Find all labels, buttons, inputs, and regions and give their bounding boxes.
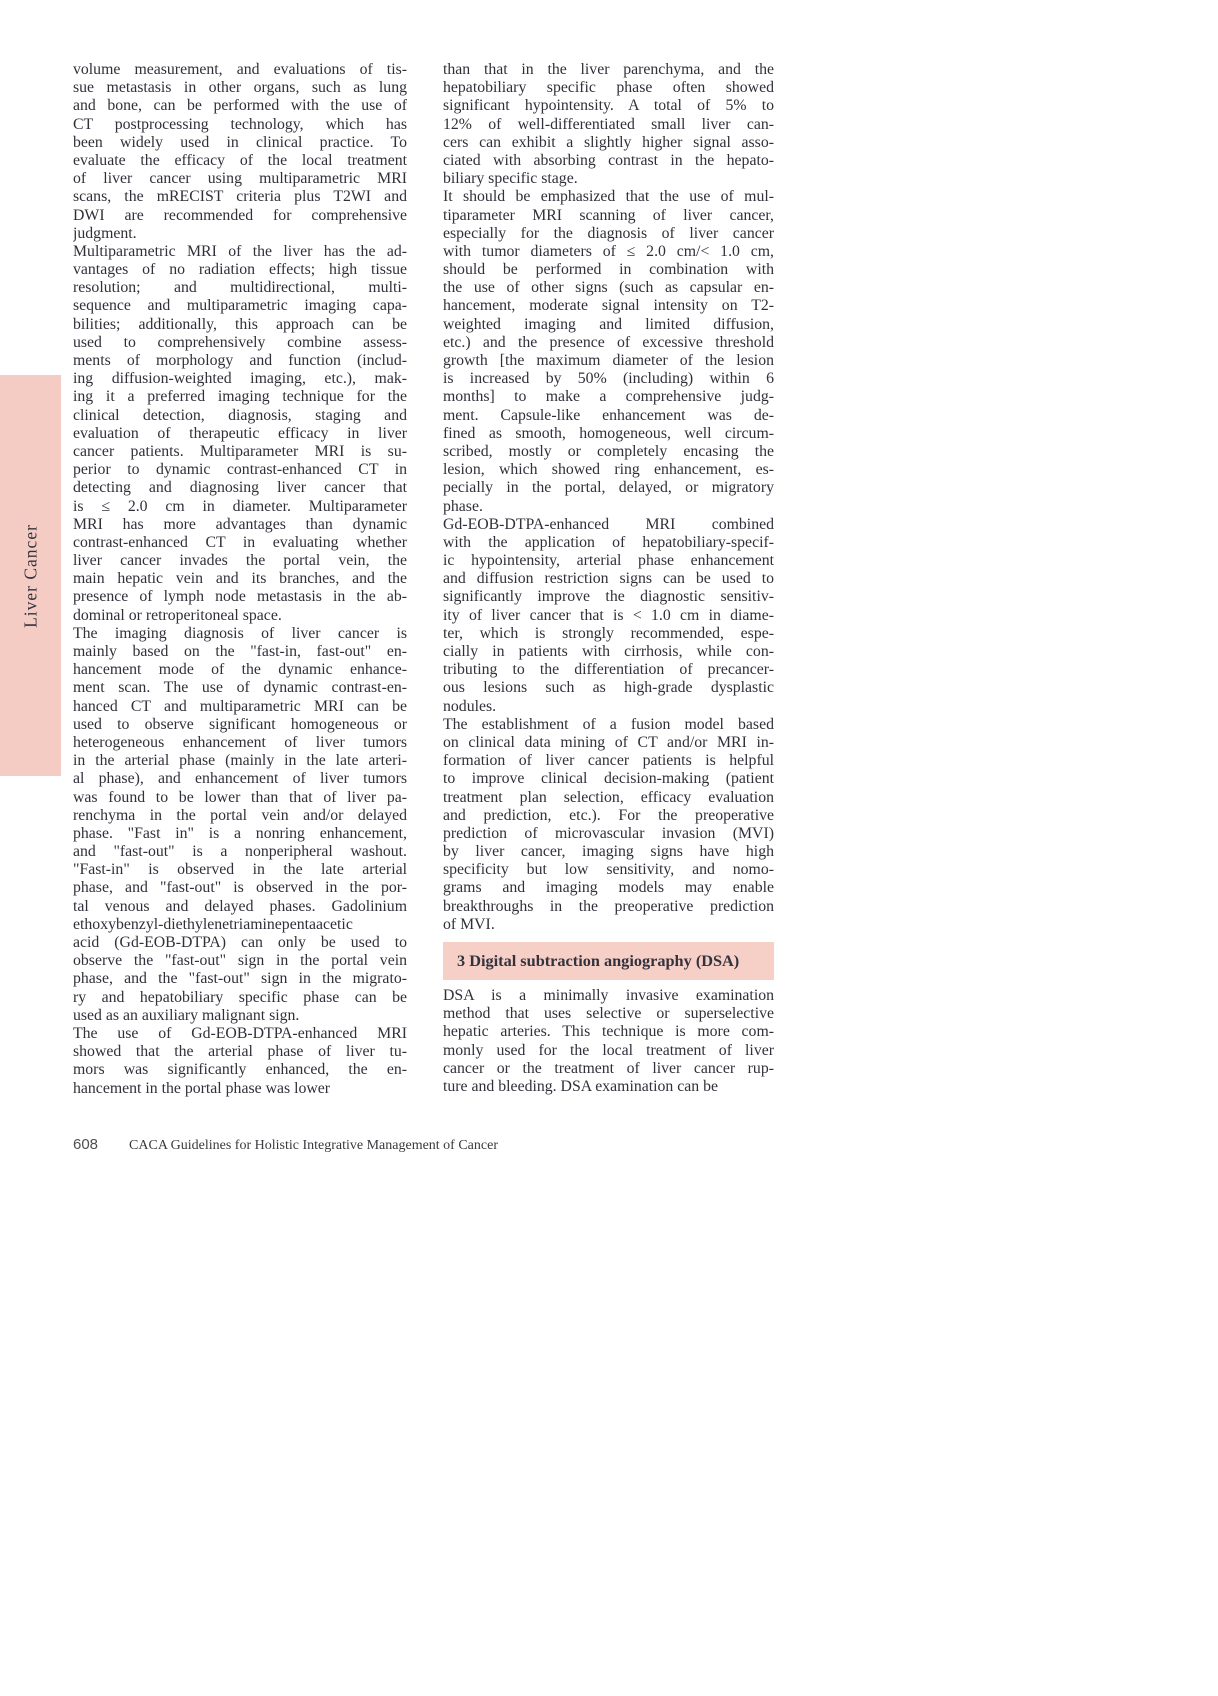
text-line: nodules. xyxy=(443,697,497,715)
text-line: hepatobiliary specific phase often showed xyxy=(443,79,774,97)
text-line: and bone, can be performed with the use of xyxy=(73,97,407,115)
text-line: renchyma in the portal vein and/or delayed xyxy=(73,806,407,824)
text-line: breakthroughs in the preoperative prediction xyxy=(443,897,774,915)
text-line: and "fast-out" is a nonperipheral washout. xyxy=(73,843,407,861)
text-line: vantages of no radiation effects; high tissue xyxy=(73,261,407,279)
text-line: hancement in the portal phase was lower xyxy=(73,1079,331,1097)
text-line: weighted imaging and limited diffusion, xyxy=(443,315,774,333)
text-line: should be performed in combination with xyxy=(443,261,774,279)
text-line: ciated with absorbing contrast in the hepato- xyxy=(443,151,774,169)
text-line: al phase), and enhancement of liver tumors xyxy=(73,770,407,788)
page-number: 608 xyxy=(73,1136,99,1153)
text-line: been widely used in clinical practice. To xyxy=(73,133,407,151)
paragraph xyxy=(443,987,774,1096)
text-line: pecially in the portal, delayed, or migratory xyxy=(443,479,774,497)
text-line: than that in the liver parenchyma, and the xyxy=(443,61,774,78)
text-line: Gd-EOB-DTPA-enhanced MRI combined xyxy=(443,515,774,533)
text-line: heterogeneous enhancement of liver tumors xyxy=(73,733,407,751)
section-heading: 3 Digital subtraction angiography (DSA) xyxy=(443,942,774,980)
text-line: hepatic arteries. This technique is more com- xyxy=(443,1023,774,1041)
text-line: fined as smooth, homogeneous, well circum- xyxy=(443,424,774,442)
text-line: scribed, mostly or completely encasing the xyxy=(443,442,774,460)
text-line: presence of lymph node metastasis in the ab- xyxy=(73,588,407,606)
text-line: of MVI. xyxy=(443,915,495,933)
text-line: ing diffusion-weighted imaging, etc.), mak- xyxy=(73,370,407,388)
text-line: CT postprocessing technology, which has xyxy=(73,115,407,133)
text-line: the use of other signs (such as capsular en- xyxy=(443,279,774,297)
text-line: tributing to the differentiation of precancer- xyxy=(443,661,774,679)
text-line: tiparameter MRI scanning of liver cancer, xyxy=(443,206,774,224)
text-line: dominal or retroperitoneal space. xyxy=(73,606,282,624)
text-line: mainly based on the "fast-in, fast-out" en- xyxy=(73,643,407,660)
text-line: phase. xyxy=(443,497,483,515)
text-line: ry and hepatobiliary specific phase can be xyxy=(73,988,407,1006)
paragraph xyxy=(73,61,407,243)
text-line: specificity but low sensitivity, and nomo- xyxy=(443,861,774,879)
text-line: phase, and the "fast-out" sign in the migrato- xyxy=(73,970,407,988)
text-line: volume measurement, and evaluations of tis- xyxy=(73,61,407,78)
text-line: The imaging diagnosis of liver cancer is xyxy=(73,624,407,642)
page-footer xyxy=(73,1136,498,1154)
paragraph xyxy=(73,1025,407,1098)
text-line: used as an auxiliary malignant sign. xyxy=(73,1006,300,1024)
text-line: The establishment of a fusion model based xyxy=(443,715,774,733)
paragraph xyxy=(73,243,407,625)
text-line: ture and bleeding. DSA examination can be xyxy=(443,1077,719,1095)
paragraph xyxy=(443,61,774,188)
text-line: ter, which is strongly recommended, espe- xyxy=(443,624,774,642)
text-line: contrast-enhanced CT in evaluating whether xyxy=(73,533,407,551)
text-line: ic hypointensity, arterial phase enhancement xyxy=(443,552,774,570)
text-line: grams and imaging models may enable xyxy=(443,879,774,897)
text-line: bilities; additionally, this approach can be xyxy=(73,315,407,333)
text-line: The use of Gd-EOB-DTPA-enhanced MRI xyxy=(73,1024,407,1042)
text-line: phase. "Fast in" is a nonring enhancement, xyxy=(73,824,407,842)
text-line: biliary specific stage. xyxy=(443,170,578,188)
text-line: is increased by 50% (including) within 6 xyxy=(443,370,774,388)
text-line: Multiparametric MRI of the liver has the ad- xyxy=(73,242,407,260)
text-line: was found to be lower than that of liver pa- xyxy=(73,788,407,806)
text-line: mors was significantly enhanced, the en- xyxy=(73,1061,407,1079)
text-line: resolution; and multidirectional, multi- xyxy=(73,279,407,297)
text-line: lesion, which showed ring enhancement, es- xyxy=(443,461,774,479)
text-line: cancer patients. Multiparameter MRI is su- xyxy=(73,442,407,460)
text-line: judgment. xyxy=(73,224,137,242)
text-line: months] to make a comprehensive judg- xyxy=(443,388,774,406)
chapter-tab-label: Liver Cancer xyxy=(20,523,40,628)
left-column xyxy=(73,61,407,1098)
text-line: ous lesions such as high-grade dysplastic xyxy=(443,679,774,697)
right-column xyxy=(443,61,774,1096)
text-line: and prediction, etc.). For the preoperative xyxy=(443,806,774,824)
text-line: with tumor diameters of ≤ 2.0 cm/< 1.0 cm, xyxy=(443,242,774,260)
text-line: tal venous and delayed phases. Gadolinium xyxy=(73,897,407,915)
text-line: detecting and diagnosing liver cancer that xyxy=(73,479,407,497)
text-line: monly used for the local treatment of liver xyxy=(443,1041,774,1059)
text-line: clinical detection, diagnosis, staging and xyxy=(73,406,407,424)
text-line: scans, the mRECIST criteria plus T2WI and xyxy=(73,188,407,206)
text-line: hanced CT and multiparametric MRI can be xyxy=(73,697,407,715)
text-line: cially in patients with cirrhosis, while con- xyxy=(443,643,774,660)
text-line: main hepatic vein and its branches, and the xyxy=(73,570,407,588)
text-line: significant hypointensity. A total of 5% to xyxy=(443,97,774,115)
text-line: sequence and multiparametric imaging capa- xyxy=(73,297,407,315)
text-line: evaluation of therapeutic efficacy in liver xyxy=(73,424,407,442)
paragraph xyxy=(443,716,774,934)
text-line: by liver cancer, imaging signs have high xyxy=(443,843,774,861)
text-line: in the arterial phase (mainly in the late arteri- xyxy=(73,752,407,770)
text-line: observe the "fast-out" sign in the portal vein xyxy=(73,952,407,970)
text-line: perior to dynamic contrast-enhanced CT in xyxy=(73,461,407,479)
text-line: DWI are recommended for comprehensive xyxy=(73,206,407,224)
text-line: formation of liver cancer patients is helpful xyxy=(443,752,774,770)
text-line: ity of liver cancer that is < 1.0 cm in diame- xyxy=(443,606,774,624)
text-line: used to comprehensively combine assess- xyxy=(73,333,407,351)
text-line: to improve clinical decision-making (patient xyxy=(443,770,774,788)
text-line: phase, and "fast-out" is observed in the por- xyxy=(73,879,407,897)
chapter-tab xyxy=(0,375,61,776)
text-line: treatment plan selection, efficacy evaluation xyxy=(443,788,774,806)
text-line: ing it a preferred imaging technique for the xyxy=(73,388,407,406)
text-line: etc.) and the presence of excessive threshold xyxy=(443,333,774,351)
text-line: cers can exhibit a slightly higher signal asso- xyxy=(443,133,774,151)
text-line: "Fast-in" is observed in the late arterial xyxy=(73,861,407,879)
text-line: 12% of well-differentiated small liver can- xyxy=(443,115,774,133)
text-line: sue metastasis in other organs, such as lung xyxy=(73,79,407,97)
text-line: is ≤ 2.0 cm in diameter. Multiparameter xyxy=(73,497,407,515)
text-line: cancer or the treatment of liver cancer rup- xyxy=(443,1059,774,1077)
text-line: on clinical data mining of CT and/or MRI in- xyxy=(443,733,774,751)
text-line: significantly improve the diagnostic sensitiv- xyxy=(443,588,774,606)
paragraph xyxy=(443,516,774,716)
text-line: used to observe significant homogeneous or xyxy=(73,715,407,733)
text-line: showed that the arterial phase of liver tu- xyxy=(73,1043,407,1061)
text-line: evaluate the efficacy of the local treatment xyxy=(73,151,407,169)
text-line: growth [the maximum diameter of the lesion xyxy=(443,352,774,369)
footer-title: CACA Guidelines for Holistic Integrative Management of Cancer xyxy=(129,1138,498,1153)
text-line: hancement, moderate signal intensity on T2- xyxy=(443,297,774,315)
text-line: method that uses selective or superselective xyxy=(443,1005,774,1023)
text-line: ment. Capsule-like enhancement was de- xyxy=(443,406,774,424)
text-line: prediction of microvascular invasion (MVI) xyxy=(443,824,774,842)
text-line: with the application of hepatobiliary-specif- xyxy=(443,533,774,551)
text-line: especially for the diagnosis of liver cancer xyxy=(443,224,774,242)
text-line: DSA is a minimally invasive examination xyxy=(443,987,774,1004)
text-line: of liver cancer using multiparametric MRI xyxy=(73,170,407,188)
text-line: acid (Gd-EOB-DTPA) can only be used to xyxy=(73,934,407,951)
text-line: ethoxybenzyl-diethylenetriaminepentaacetic xyxy=(73,915,353,933)
text-line: It should be emphasized that the use of mul- xyxy=(443,188,774,206)
text-line: ment scan. The use of dynamic contrast-en- xyxy=(73,679,407,697)
text-line: hancement mode of the dynamic enhance- xyxy=(73,661,407,679)
paragraph xyxy=(73,625,407,1025)
text-line: MRI has more advantages than dynamic xyxy=(73,515,407,533)
paragraph xyxy=(443,188,774,515)
text-line: ments of morphology and function (includ- xyxy=(73,352,407,369)
text-line: and diffusion restriction signs can be used to xyxy=(443,570,774,588)
text-line: liver cancer invades the portal vein, the xyxy=(73,552,407,570)
